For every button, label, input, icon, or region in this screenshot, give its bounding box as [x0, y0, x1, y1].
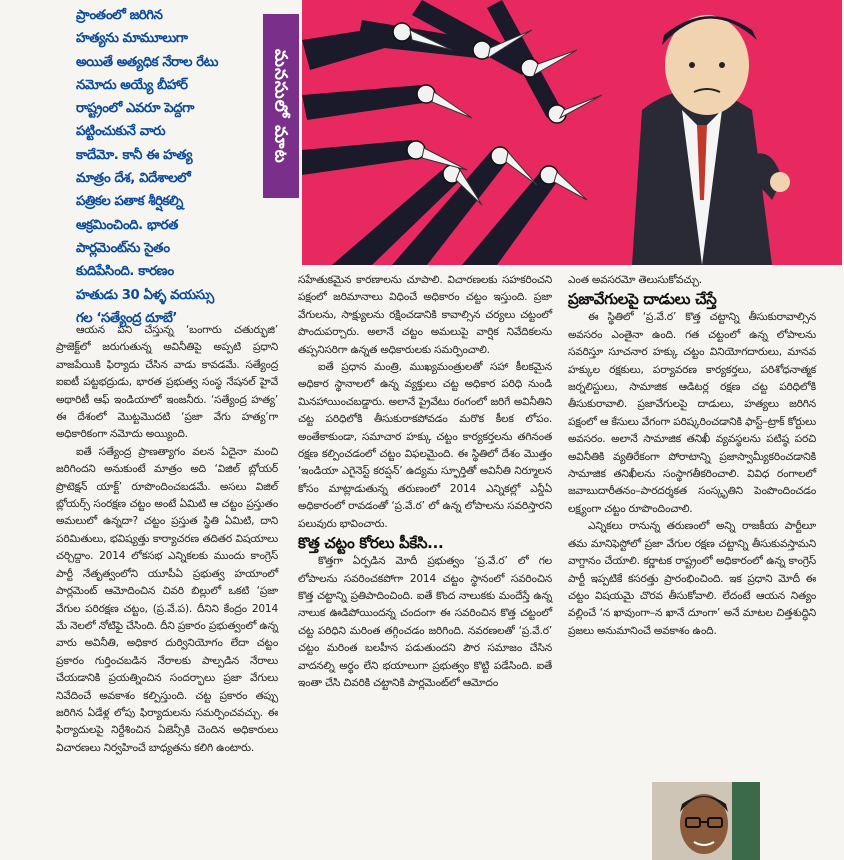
- pull-quote-line: రాష్ట్రంలో ఎవరూ పెద్దగా: [76, 101, 194, 117]
- pull-quote-line: కుదిపేసింది. కారణం: [76, 264, 174, 280]
- column-3: [568, 272, 816, 640]
- pull-quote-line: అయితే అత్యధిక నేరాల రేటు: [76, 54, 219, 70]
- column-tag: [263, 14, 299, 198]
- pull-quote-line: గల ‘సత్యేంద్ర దూబే’: [76, 310, 178, 326]
- paragraph: కొత్తగా ఏర్పడిన మోదీ ప్రభుత్వం ‘ప్ర.వే.ర’ లో గల లోపాలను సవరించకపోగా 2014 చట్టం స్థానంలో సవరించిన కొత్త చట్టాన్ని ప్రతిపాదించింది. ఐతే కొంద నాలుకకు మందేస్తే ఉన్న నాలుక ఊడిపోయిందన్న చందంగా ఈ సవరించిన కొత్త చట్టంలో చట్ట పరిధిని మరింత తగ్గించడం జరిగింది. నవరణలతో ‘ప్ర.వే.ర’ చట్టం మరింత బలహీన పడుతుందని పౌర సమాజం చేసిన వాదనల్ని అర్థం లేని భయాలుగా ప్రభుత్వం కొట్టి పడేసింది. ఐతే ఇంతా చేసి చివరికి చట్టానికి పార్లమెంట్‌లో ఆమోదం: [298, 555, 552, 689]
- column-tag-label: మనసులో మాట: [270, 48, 291, 164]
- pull-quote-line: హత్యను మామూలుగా: [76, 31, 188, 47]
- pull-quote: [76, 4, 256, 330]
- paragraph: ఐతే సత్యేంద్ర ప్రాణత్యాగం వలన ఏదైనా మంచి జరిగిందని అనుకుంటే మాత్రం అది ‘విజిల్ బ్లోయర్ ప్రొటెక్షన్ యాక్ట్’ రూపొందించబడమే. అసలు విజిల్ బ్లోయర్స్ సంరక్షణ చట్టం అంటే ఏమిటి ఆ చట్టం ప్రస్తుతం అమలులో ఉన్నదా? చట్టం ప్రస్తుత స్థితి ఏమిటి, దాని పరిమితులు, భవిష్యత్తు కార్యాచరణ తదితర విషయాలు చర్చిద్దాం. 2014 లోకసభ ఎన్నికలకు ముందు కాంగ్రెస్ పార్టీ నేతృత్వంలోని యూపీఏ ప్రభుత్వ హయాంలో పార్లమెంట్ ఆమోదించిన చివరి బిల్లులో ఒకటి ‘ప్రజా వేగుల పరిరక్షణ చట్టం, (ప్ర.వే.ప). దీనిని కేంద్రం 2014 మే నెలలో నోటిఫై చేసింది. దీని ప్రకారం ప్రభుత్వంలో ఉన్న వారు అవినీతి, అధికార దుర్వినియోగం లేదా చట్టం ప్రకారం గుర్తించబడిన నేరాలకు పాల్పడిన నేరాలు చేయడానికి ప్రయత్నించిన సందర్భాలు ప్రజా వేగులు నివేదించే అవకాశం కల్పిస్తుంది. చట్ట ప్రకారం తప్పు జరిగిన ఏడేళ్ల లోపు ఫిర్యాదులను సమర్పించవచ్చు. ఈ ఫిర్యాదులపై నిర్దేశించిన ఏజెన్సీకి చెందిన అధికారులు విచారణలు నిర్వహించే బాధ్యతను కలిగి ఉంటారు.: [56, 445, 278, 754]
- column-2: [298, 272, 552, 692]
- column-1: [56, 322, 278, 757]
- author-photo: [652, 782, 760, 860]
- paragraph: సహేతుకమైన కారణాలను చూపాలి. విచారణలకు సహకరించని పక్షంలో జరిమానాలు విధించే అధికారం చట్టం ఇస్తుంది. ప్రజా వేగులను, సాక్ష్యులను రక్షించడానికి కావాల్సిన చర్యలు చట్టంలో పొందుపర్చారు. అలానే చట్టం అమలుపై వార్షిక నివేదికలను తప్పనిసరిగా ఉన్నత అధికారులకు సమర్పించాలి.: [298, 274, 552, 356]
- paragraph: ఆయన పని చేస్తున్న ‘బంగారు చతుర్భుజి’ ప్రాజెక్ట్‌లో జరుగుతున్న అవినీతిపై అప్పటి ప్రధాని వాజపేయికి ఫిర్యాదు చేసిన వాడు కావడమే. సత్యేంద్ర ఐఐటీ పట్టభద్రుడు, భారత ప్రభుత్వ సంస్థ నేషనల్ హైవే అథారిటీ ఆఫ్ ఇండియాలో ఇంజనీరు. ‘సత్యేంద్ర హత్య’ ఈ దేశంలో మొట్టమొదటి ‘ప్రజా వేగు హత్య’గా అధికారికంగా నమోదు అయ్యింది.: [56, 324, 278, 441]
- pull-quote-line: పార్లమెంట్‌ను సైతం: [76, 240, 170, 256]
- pull-quote-line: ప్రాంతంలో జరిగిన: [76, 8, 163, 23]
- illustration: [302, 0, 842, 265]
- pull-quote-line: పట్టించుకునే వారు: [76, 124, 166, 140]
- subheading: ప్రజావేగులపై దాడులు చేస్తే: [568, 290, 717, 309]
- subheading: కొత్త చట్టం కోరలు పీకేసి...: [298, 534, 444, 553]
- pull-quote-line: నమోదు అయ్యే బీహార్: [76, 77, 188, 93]
- paragraph: ఎంత అవసరమో తెలుసుకోవచ్చు.: [568, 274, 702, 286]
- pull-quote-line: ఆక్రమించింది. భారత: [76, 217, 178, 233]
- pull-quote-line: హతుడు 30 ఏళ్ళ వయస్సు: [76, 287, 214, 303]
- pull-quote-line: మాత్రం దేశ, విదేశాలలో: [76, 171, 191, 187]
- pull-quote-line: పత్రికల పతాక శీర్షికల్ని: [76, 194, 183, 210]
- paragraph: ఎన్నికలు రానున్న తరుణంలో అన్ని రాజకీయ పార్టీలూ తమ మానిఫెస్టోలో ప్రజా వేగుల రక్షణ చట్టాన్ని తీసుకువస్తామని వాగ్దానం చేయాలి. కర్ణాటక రాష్ట్రంలో అధికారంలో ఉన్న కాంగ్రెస్ పార్టీ ఇప్పటికే కసరత్తు ప్రారంభించింది. ఇక ప్రధాని మోదీ ఈ చట్టం విషయమై చొరవ తీసుకోవాలి. లేదంటే ఆయన నిత్యం వల్లించే ‘న ఖావుంగా–న ఖానే దూంగా’ అనే మాటల చిత్తశుద్ధిని ప్రజలు అనుమానించే అవకాశం ఉంది.: [568, 520, 816, 637]
- pull-quote-line: కాదేమో. కానీ ఈ హత్య: [76, 147, 193, 163]
- paragraph: ఐతే ప్రధాన మంత్రి, ముఖ్యమంత్రులతో సహా కీలకమైన అధికార స్థానాలలో ఉన్న వ్యక్తులు చట్ట అధికార పరిధి నుండి మినహాయించబడ్డారు. అలానే ప్రైవేటు రంగంలో జరిగే అవినీతిని చట్ట పరిధిలోకి తీసుకురాకపోవడం మరొక కీలక లోపం. అంతేకాకుండా, సమాచార హక్కు చట్టం కార్యకర్తలను తగినంత రక్షణ కల్పించడంలో చట్టం విఫలమైంది. ఈ స్థితిలో దేశం మొత్తం ‘ఇండియా ఎగైనెస్ట్ కరప్షన్’ ఉద్యమ స్ఫూర్తితో అవినీతి నిర్మూలన కోసం మాట్లాడుతున్న తరుణంలో 2014 ఎన్నికల్లో ఎన్డీఏ అధికారంలో రావడంతో ‘ప్ర.వే.ర’ లో ఉన్న లోపాలను సవరిస్తారని పలువురు భావించారు.: [298, 361, 552, 530]
- paragraph: ఈ స్థితిలో ‘ప్ర.వే.ర’ కొత్త చట్టాన్ని తీసుకురావాల్సిన అవసరం ఎంతైనా ఉంది. గత చట్టంలో ఉన్న లోపాలను సవరిస్తూ సూచనార హక్కు చట్టం వినియోగదారులు, మానవ హక్కుల రక్షకులు, పర్యావరణ కార్యకర్తలు, పరిశోధనాత్మక జర్నలిస్టులు, సామాజిక ఆడిటర్ల రక్షణ చట్ట పరిధిలోకి తీసుకురావాలి. ప్రజావేగులపై దాడులు, హత్యలు జరిగిన పక్షంలో ఆ కేసులు వేగంగా పరిష్కరించడానికి ఫాస్ట్–ట్రాక్ కోర్టులు అవసరం. అలానే సామాజిక తనిఖీ వ్యవస్థలను పటిష్ఠ పరచి అవినీతికి వ్యతిరేకంగా పోరాటాన్ని ప్రజాస్వామ్యీకరించడానికి సామాజిక తనిఖీలను సంస్థాగతీకరించాలి. వివిధ రంగాలలో జవాబుదారీతనం–పారదర్శకత సంస్కృతిని పెంపొందించడం లక్ష్యంగా చట్టం రూపొందించాలి.: [568, 311, 816, 515]
